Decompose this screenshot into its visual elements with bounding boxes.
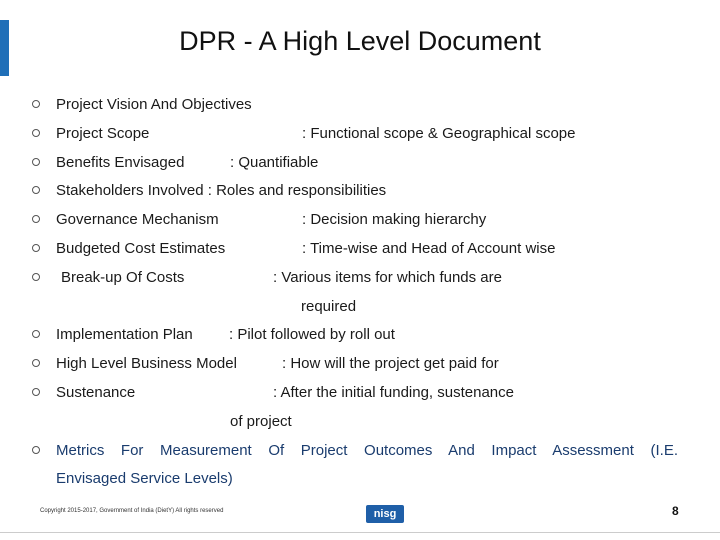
item-label: Benefits Envisaged <box>56 154 185 171</box>
circle-bullet-icon <box>32 186 40 194</box>
item-label: Project Vision And Objectives <box>56 96 252 113</box>
item-detail: : Time-wise and Head of Account wise <box>302 240 556 257</box>
item-label: Stakeholders Involved : Roles and responsibilities <box>56 182 387 199</box>
item-detail: : Decision making hierarchy <box>302 211 487 228</box>
item-detail-continued: required <box>301 298 357 315</box>
circle-bullet-icon <box>32 273 40 281</box>
nisg-logo: nisg <box>366 505 404 523</box>
circle-bullet-icon <box>32 446 40 454</box>
circle-bullet-icon <box>32 215 40 223</box>
item-detail: : How will the project get paid for <box>282 355 499 372</box>
item-detail: : After the initial funding, sustenance <box>273 384 514 401</box>
circle-bullet-icon <box>32 158 40 166</box>
metrics-label-continued: Envisaged Service Levels) <box>56 470 233 487</box>
item-label: Budgeted Cost Estimates <box>56 240 226 257</box>
circle-bullet-icon <box>32 100 40 108</box>
item-label: Implementation Plan <box>56 326 193 343</box>
item-detail: : Pilot followed by roll out <box>229 326 395 343</box>
copyright-text: Copyright 2015-2017, Government of India (DietY) All rights reserved <box>40 508 224 514</box>
item-detail-continued: of project <box>230 413 292 430</box>
item-label: Sustenance <box>56 384 136 401</box>
slide-title: DPR - A High Level Document <box>179 26 541 56</box>
item-detail: : Quantifiable <box>230 154 319 171</box>
circle-bullet-icon <box>32 129 40 137</box>
circle-bullet-icon <box>32 244 40 252</box>
page-number: 8 <box>672 504 679 518</box>
item-detail: : Functional scope & Geographical scope <box>302 125 576 142</box>
footer-divider <box>0 532 720 533</box>
circle-bullet-icon <box>32 359 40 367</box>
item-detail: : Various items for which funds are <box>273 269 502 286</box>
item-label: High Level Business Model <box>56 355 237 372</box>
item-label: Break-up Of Costs <box>61 269 185 286</box>
item-label: Project Scope <box>56 125 150 142</box>
item-label: Governance Mechanism <box>56 211 219 228</box>
metrics-label: Metrics For Measurement Of Project Outcomes And Impact Assessment (I.E. <box>56 442 678 459</box>
circle-bullet-icon <box>32 388 40 396</box>
circle-bullet-icon <box>32 330 40 338</box>
